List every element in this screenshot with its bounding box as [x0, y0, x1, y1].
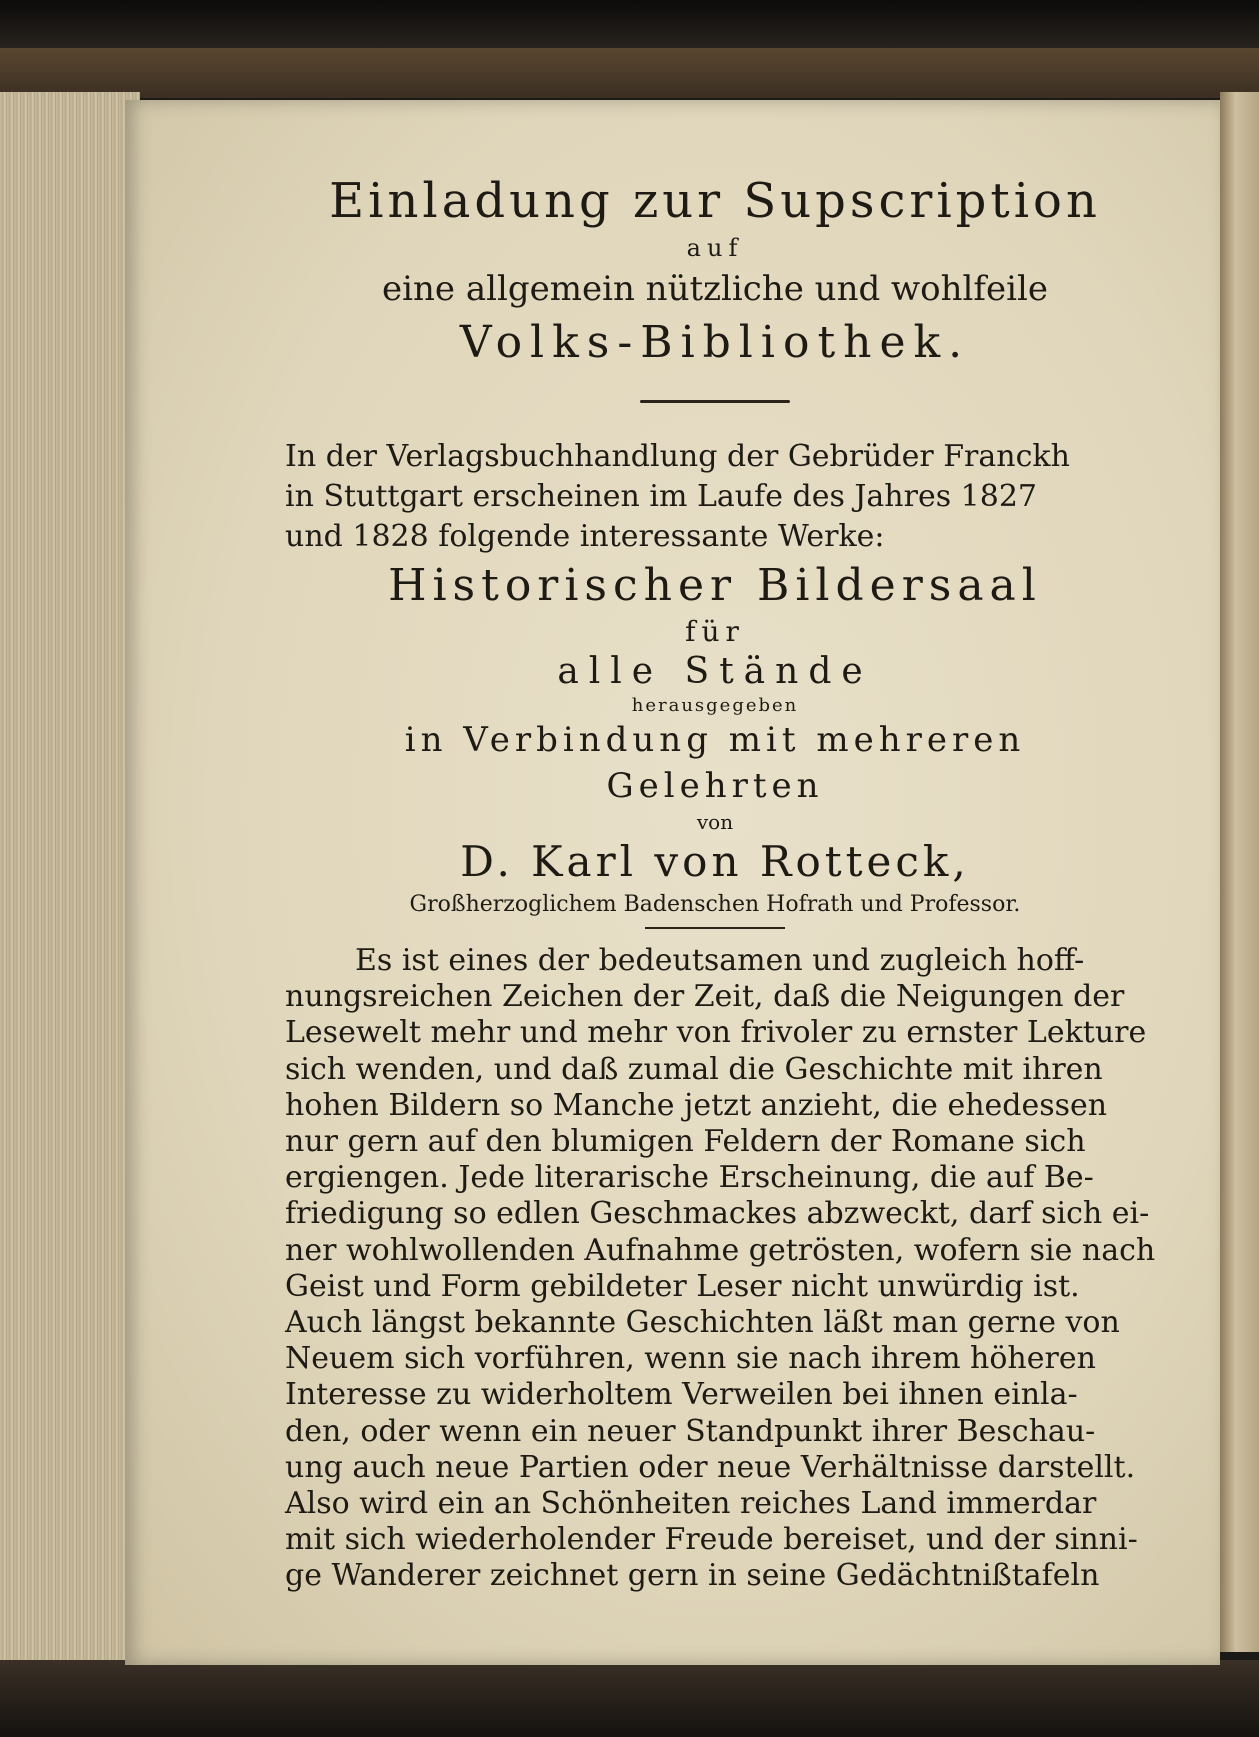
intro-line: und 1828 folgende interessante Werke:	[285, 519, 885, 554]
intro-line: in Stuttgart erscheinen im Laufe des Jahres 1827	[285, 479, 1038, 514]
body-line: hohen Bildern so Manche jetzt anzieht, die ehedessen	[285, 1087, 1108, 1123]
work-staende: alle Stände	[557, 651, 873, 692]
work-verbindung: in Verbindung mit mehreren Gelehrten	[404, 720, 1026, 806]
divider	[640, 400, 790, 403]
intro-paragraph	[285, 437, 1130, 557]
body-line: nur gern auf den blumigen Feldern der Romane sich	[285, 1124, 1086, 1160]
right-leaf	[1220, 92, 1259, 1652]
work-author: D. Karl von Rotteck,	[460, 837, 970, 886]
work-herausgegeben: herausgegeben	[631, 695, 799, 716]
work-fur: für	[685, 615, 745, 648]
bottom-shadow	[0, 1660, 1259, 1737]
body-line: ergiengen. Jede literarische Erscheinung, die auf Be-	[285, 1160, 1094, 1196]
page-text	[285, 170, 1156, 1595]
body-paragraph	[285, 943, 1156, 1595]
body-line: Auch längst bekannte Geschichten läßt man gerne von	[285, 1305, 1120, 1341]
work-author-rank: Großherzoglichem Badenschen Hofrath und Professor.	[409, 892, 1021, 917]
body-line: Also wird ein an Schönheiten reiches Land immerdar	[285, 1486, 1097, 1522]
intro-line: In der Verlagsbuchhandlung der Gebrüder Franckh	[285, 439, 1070, 474]
body-line: Neuem sich vorführen, wenn sie nach ihrem höheren	[285, 1341, 1096, 1377]
body-line: friedigung so edlen Geschmackes abzweckt, darf sich ei-	[285, 1196, 1150, 1232]
body-line: nungsreichen Zeichen der Zeit, daß die Neigungen der	[285, 979, 1125, 1015]
body-line: ge Wanderer zeichnet gern in seine Gedächtnißtafeln	[285, 1558, 1100, 1594]
body-line: ner wohlwollenden Aufnahme getrösten, wofern sie nach	[285, 1232, 1156, 1268]
divider-thin	[645, 927, 785, 929]
body-line: Interesse zu widerholtem Verweilen bei ihnen einla-	[285, 1377, 1078, 1413]
body-line: mit sich wiederholender Freude bereiset, und der sinni-	[285, 1522, 1138, 1558]
body-line: sich wenden, und daß zumal die Geschichte mit ihren	[285, 1051, 1103, 1087]
body-line: ung auch neue Partien oder neue Verhältnisse darstellt.	[285, 1449, 1136, 1485]
work-von: von	[696, 810, 734, 834]
body-line: Es ist eines der bedeutsamen und zugleich hoff-	[355, 943, 1085, 978]
book-spine	[0, 48, 1259, 98]
page-title: Einladung zur Supscription	[329, 173, 1101, 229]
body-line: den, oder wenn ein neuer Standpunkt ihrer Beschau-	[285, 1413, 1096, 1449]
body-line: Lesewelt mehr und mehr von frivoler zu ernster Lekture	[285, 1015, 1147, 1051]
title-volks-bibliothek: Volks-Bibliothek.	[459, 317, 971, 368]
work-title: Historischer Bildersaal	[388, 560, 1042, 611]
title-auf: auf	[686, 234, 744, 262]
body-line: Geist und Form gebildeter Leser nicht unwürdig ist.	[285, 1268, 1080, 1304]
page-edges	[0, 92, 140, 1662]
title-subtitle: eine allgemein nützliche und wohlfeile	[382, 269, 1048, 309]
